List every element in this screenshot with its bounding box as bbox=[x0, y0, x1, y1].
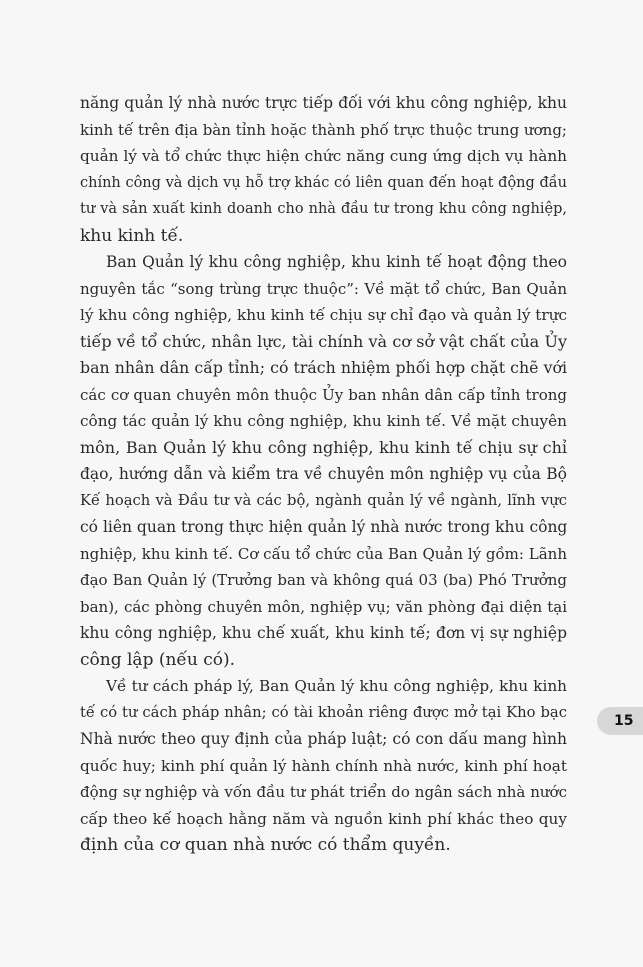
text-line: tiếp về tổ chức, nhân lực, tài chính và cơ sở vật chất của Ủy bbox=[80, 331, 567, 351]
text-line: đạo Ban Quản lý (Trưởng ban và không quá 03 (ba) Phó Trưởng bbox=[80, 571, 567, 589]
text-line: nghiệp, khu kinh tế. Cơ cấu tổ chức của Ban Quản lý gồm: Lãnh bbox=[80, 544, 567, 563]
paragraph-1 bbox=[80, 90, 567, 249]
text-line: môn, Ban Quản lý khu công nghiệp, khu kinh tế chịu sự chỉ bbox=[80, 437, 567, 457]
text-line: chính công và dịch vụ hỗ trợ khác có liên quan đến hoạt động đầu bbox=[80, 174, 567, 191]
text-line: công tác quản lý khu công nghiệp, khu kinh tế. Về mặt chuyên bbox=[80, 412, 567, 430]
paragraph-3 bbox=[80, 673, 567, 859]
text-line: tế có tư cách pháp nhân; có tài khoản riêng được mở tại Kho bạc bbox=[80, 703, 567, 721]
text-line: lý khu công nghiệp, khu kinh tế chịu sự chỉ đạo và quản lý trực bbox=[80, 306, 567, 324]
text-line: có liên quan trong thực hiện quản lý nhà nước trong khu công bbox=[80, 518, 567, 536]
text-line: khu kinh tế. bbox=[80, 225, 184, 246]
paragraph-2 bbox=[80, 249, 567, 673]
text-line: Kế hoạch và Đầu tư và các bộ, ngành quản lý về ngành, lĩnh vực bbox=[80, 491, 567, 509]
text-line: các cơ quan chuyên môn thuộc Ủy ban nhân dân cấp tỉnh trong bbox=[80, 385, 567, 404]
text-line: Ban Quản lý khu công nghiệp, khu kinh tế hoạt động theo bbox=[106, 253, 567, 271]
text-line: năng quản lý nhà nước trực tiếp đối với khu công nghiệp, khu bbox=[80, 94, 567, 112]
page-body bbox=[80, 90, 567, 859]
text-line: quản lý và tổ chức thực hiện chức năng cung ứng dịch vụ hành bbox=[80, 147, 567, 165]
text-line: cấp theo kế hoạch hằng năm và nguồn kinh phí khác theo quy bbox=[80, 809, 567, 828]
text-line: ban nhân dân cấp tỉnh; có trách nhiệm phối hợp chặt chẽ với bbox=[80, 358, 567, 377]
text-line: động sự nghiệp và vốn đầu tư phát triển do ngân sách nhà nước bbox=[80, 783, 567, 801]
text-line: quốc huy; kinh phí quản lý hành chính nhà nước, kinh phí hoạt bbox=[80, 756, 567, 775]
page-number: 15 bbox=[614, 713, 634, 729]
text-line: kinh tế trên địa bàn tỉnh hoặc thành phố trực thuộc trung ương; bbox=[80, 120, 567, 139]
text-line: tư và sản xuất kinh doanh cho nhà đầu tư trong khu công nghiệp, bbox=[80, 201, 567, 217]
text-line: Nhà nước theo quy định của pháp luật; có con dấu mang hình bbox=[80, 730, 567, 748]
page-number-badge bbox=[597, 707, 643, 735]
text-line: khu công nghiệp, khu chế xuất, khu kinh tế; đơn vị sự nghiệp bbox=[80, 624, 567, 642]
text-line: ban), các phòng chuyên môn, nghiệp vụ; văn phòng đại diện tại bbox=[80, 597, 567, 616]
text-line: đạo, hướng dẫn và kiểm tra về chuyên môn nghiệp vụ của Bộ bbox=[80, 465, 567, 483]
text-line: công lập (nếu có). bbox=[80, 649, 236, 670]
text-line: Về tư cách pháp lý, Ban Quản lý khu công nghiệp, khu kinh bbox=[106, 677, 567, 695]
text-line: nguyên tắc “song trùng trực thuộc”: Về mặt tổ chức, Ban Quản bbox=[80, 279, 567, 298]
text-line: định của cơ quan nhà nước có thẩm quyền. bbox=[80, 835, 451, 855]
